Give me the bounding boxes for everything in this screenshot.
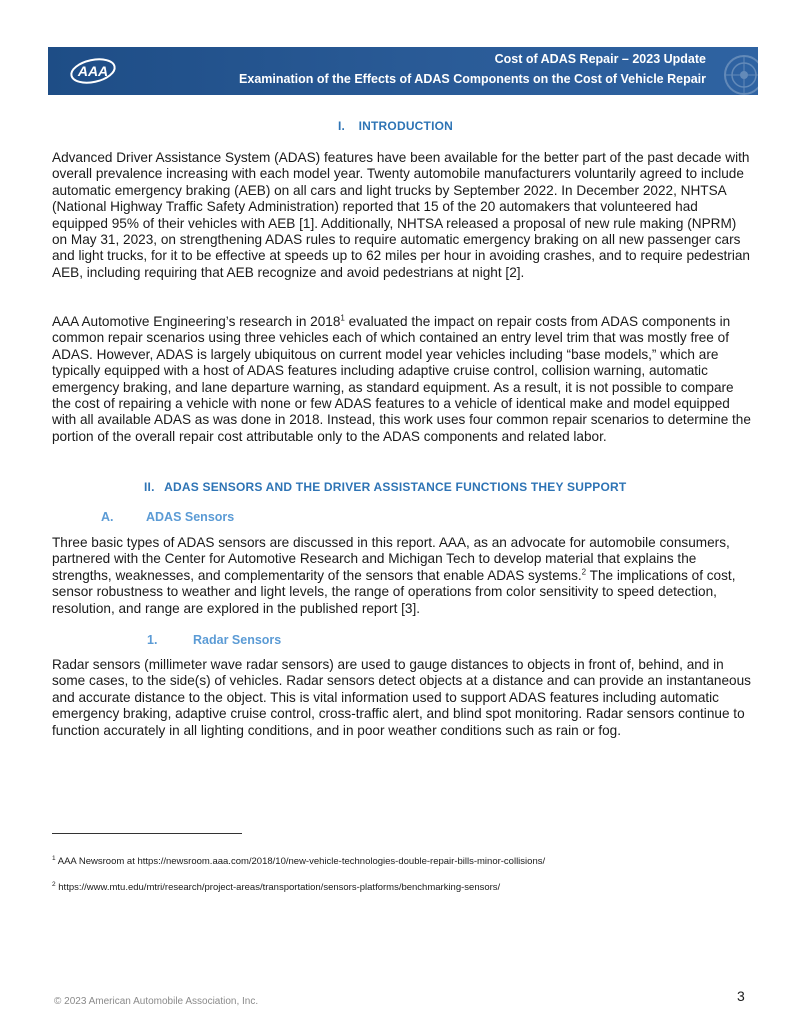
subsection-heading-radar: [147, 633, 281, 647]
footnote-ref-1: 1: [340, 313, 345, 323]
paragraph-text: Three basic types of ADAS sensors are discussed in this report. AAA, as an advocate for automobile consumers, partnered with the Center for Automotive Research and Michigan Tech to develop material that explains the strengths, weaknesses, and complementarity of the sensors that enable ADAS systems.: [52, 535, 730, 583]
paragraph-text: Radar sensors (millimeter wave radar sensors) are used to gauge distances to objects in front of, behind, and in some cases, to the side(s) of vehicles. Radar sensors detect objects at a distance and can provide an instantaneous and accurate distance to the object. This is vital information used to support ADAS features including automatic emergency braking, adaptive cruise control, cross-traffic alert, and blind spot monitoring. Radar sensors continue to function accurately in all lighting conditions, and in poor weather conditions such as rain or fog.: [52, 657, 751, 738]
footnote-mark: 2: [52, 880, 56, 888]
section-title: ADAS SENSORS AND THE DRIVER ASSISTANCE FUNCTIONS THEY SUPPORT: [164, 480, 627, 494]
footnote-divider: [52, 833, 242, 834]
page-number: 3: [737, 988, 745, 1004]
section-heading-adas-sensors: [144, 480, 626, 494]
footnote-1: [52, 856, 545, 867]
subsection-number: A.: [101, 510, 114, 524]
footnote-ref-2: 2: [581, 567, 587, 577]
intro-paragraph-1: [52, 150, 752, 281]
intro-paragraph-2: [52, 314, 752, 445]
sensors-paragraph: [52, 535, 752, 617]
paragraph-text-cont: evaluated the impact on repair costs from ADAS components in common repair scenarios using three vehicles each of which contained an entry level trim that was mostly free of ADAS. However, ADAS is largely ubiquitous on current model year vehicles including “base models,” which are typically equipped with a host of ADAS features including adaptive cruise control, collision warning, automatic emergency braking, and lane departure warning, as standard equipment. As a result, it is not possible to compare the cost of repairing a vehicle with none or few ADAS features to a vehicle of identical make and model equipped with all available ADAS as was done in 2018. Instead, this work uses four common repair scenarios to determine the portion of the overall repair cost attributable only to the ADAS components and related labor.: [52, 314, 751, 444]
radar-paragraph: [52, 657, 752, 739]
footnote-text: https://www.mtu.edu/mtri/research/project-areas/transportation/sensors-platforms/benchmarking-sensors/: [58, 882, 501, 893]
subsection-heading-a: [101, 510, 234, 524]
section-number: I.: [338, 119, 346, 133]
subsection-title: ADAS Sensors: [146, 510, 235, 524]
footnote-mark: 1: [52, 854, 56, 862]
paragraph-text: AAA Automotive Engineering’s research in 2018: [52, 314, 341, 329]
subsection-title: Radar Sensors: [193, 633, 282, 647]
footnote-2: [52, 882, 500, 893]
footnote-text: AAA Newsroom at https://newsroom.aaa.com/2018/10/new-vehicle-technologies-double-repair-bills-minor-collisions/: [57, 856, 546, 867]
wheel-watermark-icon: [722, 53, 758, 95]
section-heading-introduction: [338, 119, 453, 133]
section-number: II.: [144, 480, 155, 494]
subsection-number: 1.: [147, 633, 158, 647]
paragraph-text-cont: The implications of cost, sensor robustness to weather and light levels, the range of operations from color sensitivity to speed detection, resolution, and range are explored in the published report [3].: [52, 567, 736, 616]
paragraph-text: Advanced Driver Assistance System (ADAS) features have been available for the better part of the past decade with overall prevalence increasing with each model year. Twenty automobile manufacturers voluntarily agreed to include automatic emergency braking (AEB) on all cars and light trucks by September 2022. In December 2022, NHTSA (National Highway Traffic Safety Administration) reported that 15 of the 20 automakers that volunteered had equipped 95% of their vehicles with AEB [1]. Additionally, NHTSA released a proposal of new rule making (NPRM) on May 31, 2023, on strengthening ADAS rules to require automatic emergency braking on all new passenger cars and light trucks, for it to be effective at speeds up to 62 miles per hour in avoiding crashes, and to require pedestrian AEB, including requiring that AEB recognize and avoid pedestrians at night [2].: [52, 150, 750, 280]
aaa-logo: [68, 55, 118, 87]
document-subtitle: Examination of the Effects of ADAS Components on the Cost of Vehicle Repair: [239, 72, 706, 86]
section-title: INTRODUCTION: [358, 119, 454, 133]
document-title: Cost of ADAS Repair – 2023 Update: [494, 52, 706, 66]
header-banner: [48, 47, 758, 95]
aaa-logo-text: AAA: [77, 63, 109, 79]
copyright-notice: © 2023 American Automobile Association, Inc.: [54, 996, 259, 1007]
